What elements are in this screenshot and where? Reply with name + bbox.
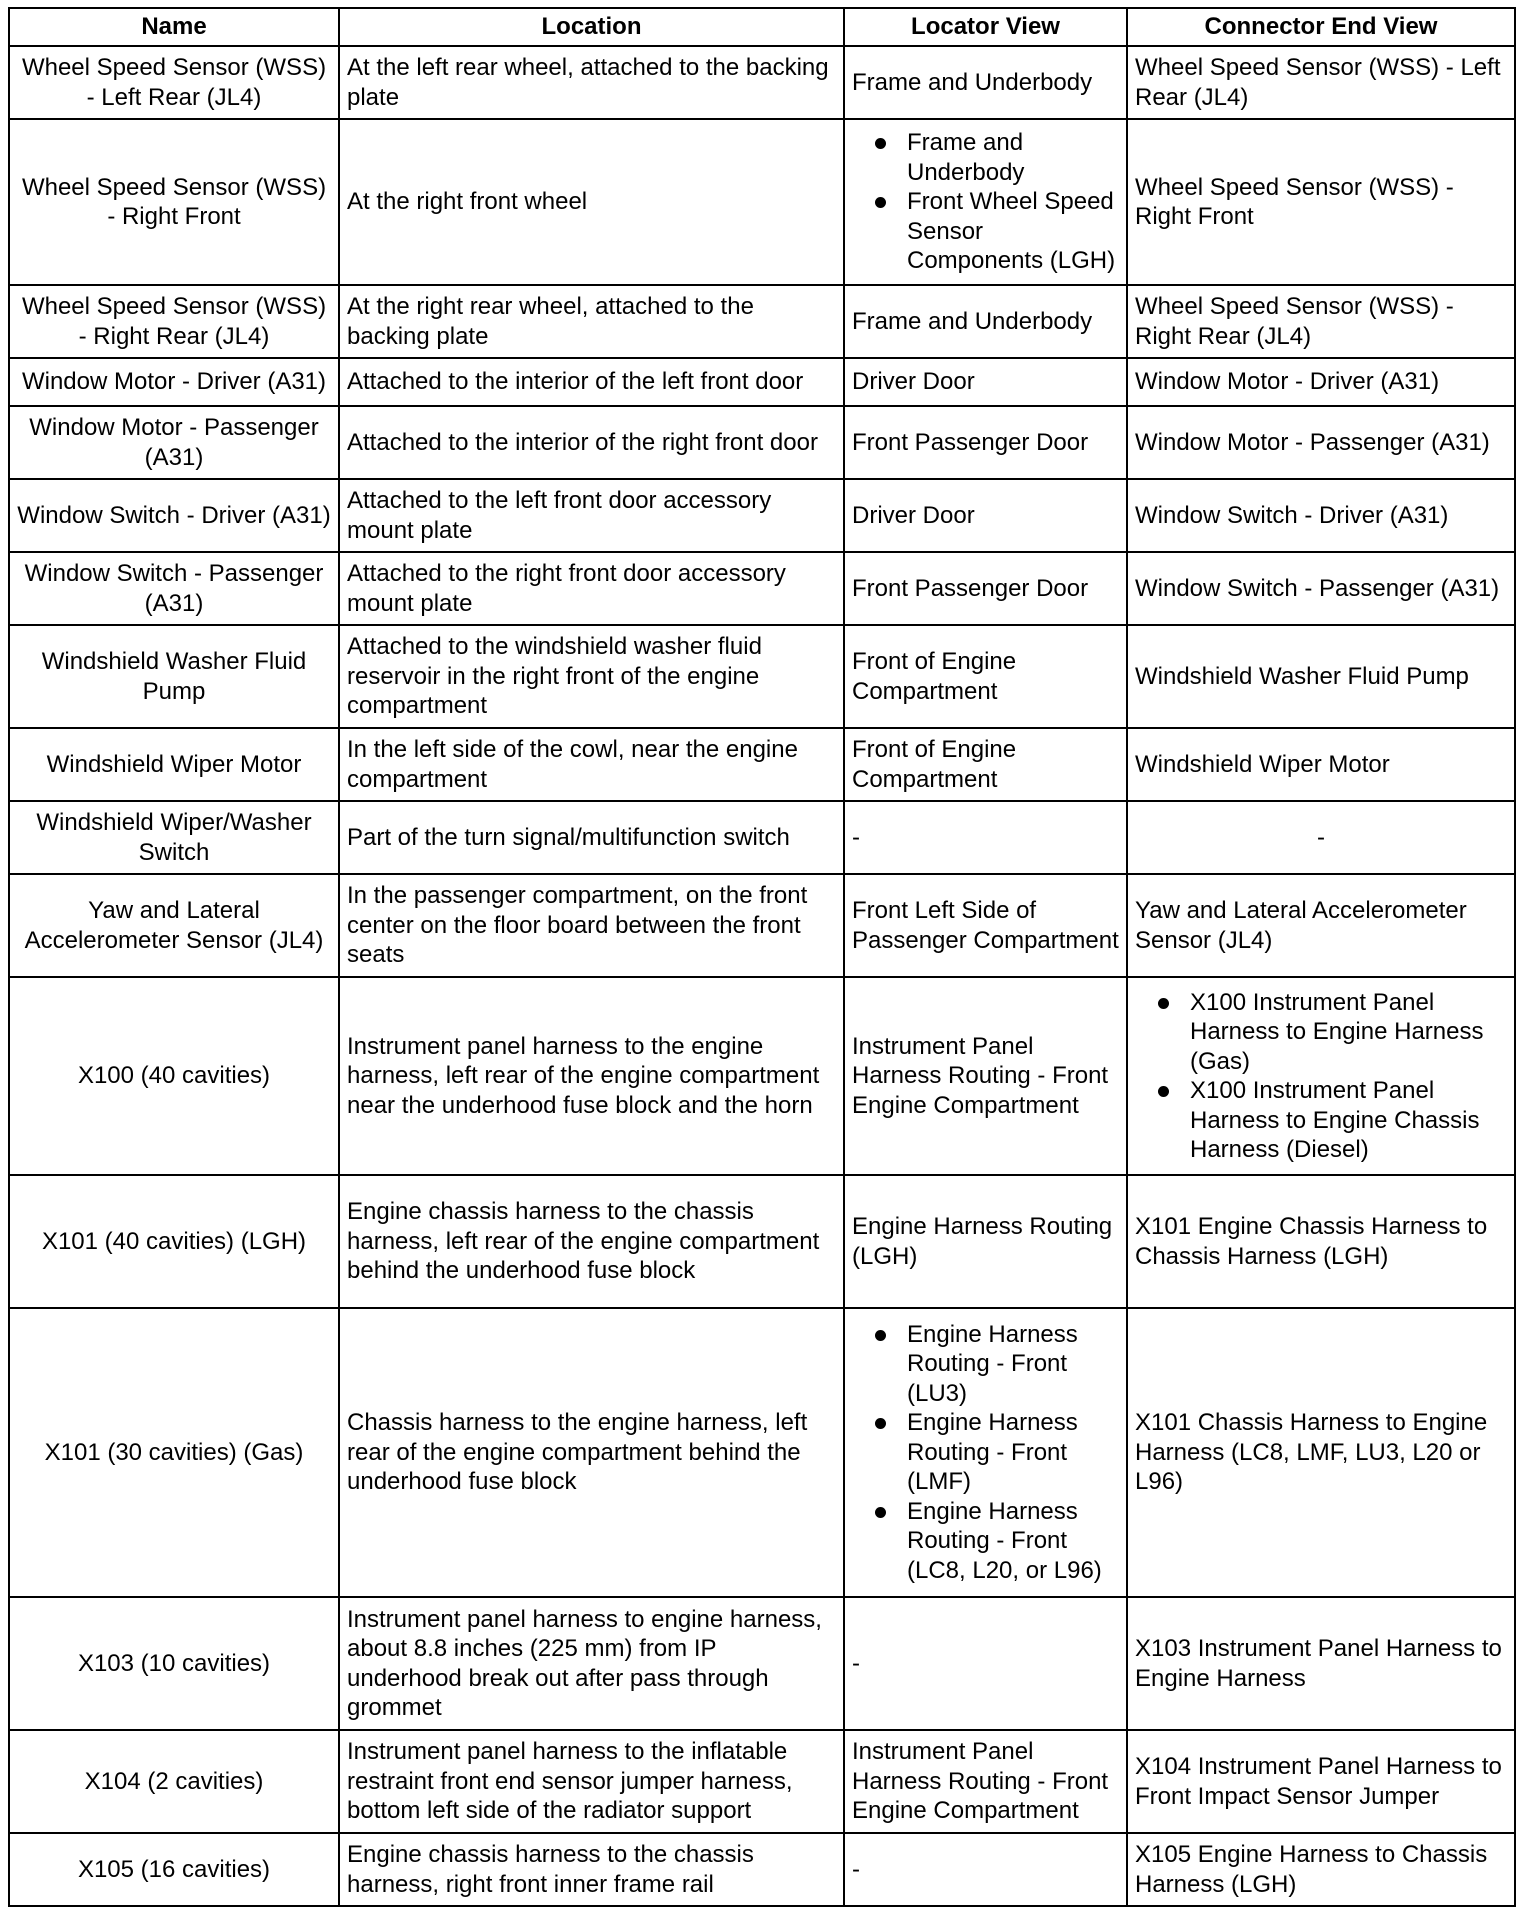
cell-name: Wheel Speed Sensor (WSS) - Right Rear (JL4): [9, 285, 339, 358]
cell-name: X100 (40 cavities): [9, 977, 339, 1175]
bullet-item: Frame and Underbody: [907, 128, 1119, 187]
cell-location: Instrument panel harness to the inflatable restraint front end sensor jumper harness, bottom left side of the radiator support: [339, 1730, 844, 1833]
table-row: [9, 119, 1515, 285]
cell-locator-view: Front of Engine Compartment: [844, 728, 1127, 801]
cell-connector-end-view: Window Switch - Driver (A31): [1127, 479, 1515, 552]
cell-locator-view: Frame and Underbody: [844, 285, 1127, 358]
cell-connector-end-view: Windshield Wiper Motor: [1127, 728, 1515, 801]
cell-connector-end-view: Wheel Speed Sensor (WSS) - Right Rear (JL4): [1127, 285, 1515, 358]
cell-location: Attached to the interior of the left front door: [339, 358, 844, 406]
table-row: [9, 1597, 1515, 1730]
cell-name: Window Motor - Passenger (A31): [9, 406, 339, 479]
connector-location-table: [8, 7, 1516, 1907]
cell-locator-view: Front of Engine Compartment: [844, 625, 1127, 728]
table-row: [9, 1730, 1515, 1833]
table-row: [9, 406, 1515, 479]
table-row: [9, 479, 1515, 552]
cell-location: Attached to the windshield washer fluid reservoir in the right front of the engine compartment: [339, 625, 844, 728]
table-row: [9, 358, 1515, 406]
header-location: Location: [339, 8, 844, 46]
table-row: [9, 1175, 1515, 1308]
table-body: [9, 46, 1515, 1906]
cell-location: Attached to the right front door accessory mount plate: [339, 552, 844, 625]
cell-locator-view: Instrument Panel Harness Routing - Front Engine Compartment: [844, 977, 1127, 1175]
header-name: Name: [9, 8, 339, 46]
cell-name: Window Switch - Driver (A31): [9, 479, 339, 552]
cell-location: Engine chassis harness to the chassis harness, left rear of the engine compartment behind the underhood fuse block: [339, 1175, 844, 1308]
cell-name: X104 (2 cavities): [9, 1730, 339, 1833]
cell-location: Part of the turn signal/multifunction switch: [339, 801, 844, 874]
cell-connector-end-view: Wheel Speed Sensor (WSS) - Right Front: [1127, 119, 1515, 285]
cell-connector-end-view: Wheel Speed Sensor (WSS) - Left Rear (JL4): [1127, 46, 1515, 119]
connector-end-view-list: [1135, 988, 1507, 1165]
cell-locator-view: Front Passenger Door: [844, 406, 1127, 479]
cell-location: Attached to the left front door accessory mount plate: [339, 479, 844, 552]
cell-locator-view: -: [844, 801, 1127, 874]
cell-locator-view: [844, 1308, 1127, 1597]
cell-connector-end-view: Window Switch - Passenger (A31): [1127, 552, 1515, 625]
header-connector-end-view: Connector End View: [1127, 8, 1515, 46]
table-row: [9, 874, 1515, 977]
cell-location: Chassis harness to the engine harness, left rear of the engine compartment behind the underhood fuse block: [339, 1308, 844, 1597]
cell-locator-view: Instrument Panel Harness Routing - Front Engine Compartment: [844, 1730, 1127, 1833]
locator-view-list: [852, 128, 1119, 276]
bullet-item: Engine Harness Routing - Front (LU3): [907, 1320, 1119, 1409]
cell-locator-view: -: [844, 1597, 1127, 1730]
cell-location: Attached to the interior of the right front door: [339, 406, 844, 479]
cell-locator-view: Front Passenger Door: [844, 552, 1127, 625]
header-locator-view: Locator View: [844, 8, 1127, 46]
cell-connector-end-view: -: [1127, 801, 1515, 874]
bullet-item: Engine Harness Routing - Front (LC8, L20, or L96): [907, 1497, 1119, 1586]
cell-locator-view: Driver Door: [844, 358, 1127, 406]
table-row: [9, 552, 1515, 625]
cell-name: X103 (10 cavities): [9, 1597, 339, 1730]
cell-connector-end-view: [1127, 977, 1515, 1175]
cell-name: Windshield Wiper Motor: [9, 728, 339, 801]
cell-name: Windshield Wiper/Washer Switch: [9, 801, 339, 874]
cell-location: In the left side of the cowl, near the engine compartment: [339, 728, 844, 801]
bullet-item: X100 Instrument Panel Harness to Engine Chassis Harness (Diesel): [1190, 1076, 1507, 1165]
table-row: [9, 801, 1515, 874]
cell-connector-end-view: X101 Engine Chassis Harness to Chassis Harness (LGH): [1127, 1175, 1515, 1308]
cell-connector-end-view: X103 Instrument Panel Harness to Engine Harness: [1127, 1597, 1515, 1730]
cell-locator-view: Driver Door: [844, 479, 1127, 552]
cell-location: At the right front wheel: [339, 119, 844, 285]
table-row: [9, 46, 1515, 119]
table-header-row: [9, 8, 1515, 46]
cell-connector-end-view: Yaw and Lateral Accelerometer Sensor (JL4): [1127, 874, 1515, 977]
table-row: [9, 285, 1515, 358]
cell-locator-view: Front Left Side of Passenger Compartment: [844, 874, 1127, 977]
cell-name: Windshield Washer Fluid Pump: [9, 625, 339, 728]
cell-name: X101 (30 cavities) (Gas): [9, 1308, 339, 1597]
cell-location: Instrument panel harness to engine harness, about 8.8 inches (225 mm) from IP underhood break out after pass through grommet: [339, 1597, 844, 1730]
cell-name: Yaw and Lateral Accelerometer Sensor (JL4): [9, 874, 339, 977]
cell-name: X101 (40 cavities) (LGH): [9, 1175, 339, 1308]
cell-name: Window Motor - Driver (A31): [9, 358, 339, 406]
cell-locator-view: [844, 119, 1127, 285]
cell-locator-view: Engine Harness Routing (LGH): [844, 1175, 1127, 1308]
table-row: [9, 1308, 1515, 1597]
cell-connector-end-view: X101 Chassis Harness to Engine Harness (LC8, LMF, LU3, L20 or L96): [1127, 1308, 1515, 1597]
cell-location: At the left rear wheel, attached to the backing plate: [339, 46, 844, 119]
cell-connector-end-view: Window Motor - Driver (A31): [1127, 358, 1515, 406]
cell-locator-view: Frame and Underbody: [844, 46, 1127, 119]
table-row: [9, 625, 1515, 728]
cell-connector-end-view: Windshield Washer Fluid Pump: [1127, 625, 1515, 728]
table-row: [9, 1833, 1515, 1906]
cell-locator-view: -: [844, 1833, 1127, 1906]
cell-location: At the right rear wheel, attached to the backing plate: [339, 285, 844, 358]
cell-connector-end-view: Window Motor - Passenger (A31): [1127, 406, 1515, 479]
cell-name: Wheel Speed Sensor (WSS) - Right Front: [9, 119, 339, 285]
table-row: [9, 977, 1515, 1175]
bullet-item: X100 Instrument Panel Harness to Engine Harness (Gas): [1190, 988, 1507, 1077]
cell-location: Engine chassis harness to the chassis harness, right front inner frame rail: [339, 1833, 844, 1906]
cell-connector-end-view: X105 Engine Harness to Chassis Harness (LGH): [1127, 1833, 1515, 1906]
cell-name: Wheel Speed Sensor (WSS) - Left Rear (JL4): [9, 46, 339, 119]
cell-name: Window Switch - Passenger (A31): [9, 552, 339, 625]
cell-location: In the passenger compartment, on the front center on the floor board between the front seats: [339, 874, 844, 977]
cell-location: Instrument panel harness to the engine harness, left rear of the engine compartment near the underhood fuse block and the horn: [339, 977, 844, 1175]
bullet-item: Front Wheel Speed Sensor Components (LGH): [907, 187, 1119, 276]
bullet-item: Engine Harness Routing - Front (LMF): [907, 1408, 1119, 1497]
cell-connector-end-view: X104 Instrument Panel Harness to Front Impact Sensor Jumper: [1127, 1730, 1515, 1833]
table-row: [9, 728, 1515, 801]
locator-view-list: [852, 1320, 1119, 1586]
cell-name: X105 (16 cavities): [9, 1833, 339, 1906]
